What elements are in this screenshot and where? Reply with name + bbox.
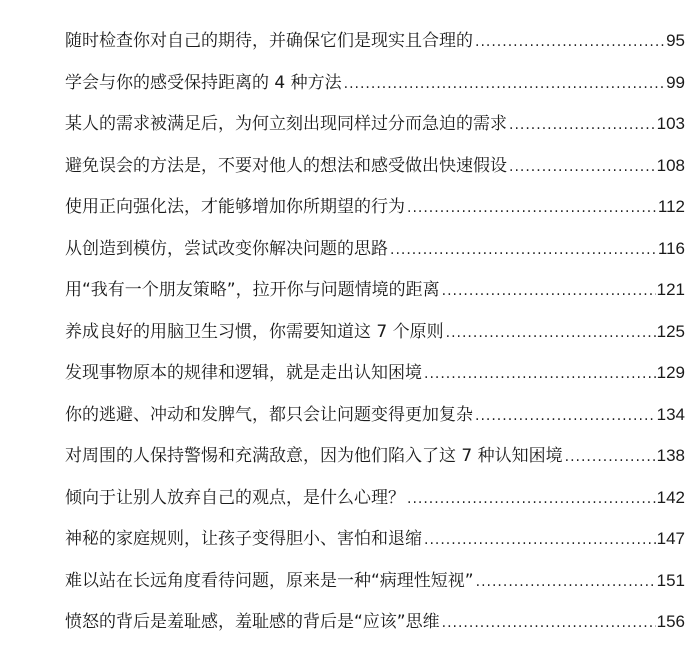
toc-dot-leader [475, 27, 665, 57]
toc-entry-page: 134 [656, 404, 685, 424]
toc-entry [65, 26, 685, 68]
toc-entry-page: 142 [656, 487, 685, 507]
toc-dot-leader [407, 484, 656, 514]
toc-entry [65, 358, 685, 400]
toc-entry [65, 483, 685, 525]
toc-entry [65, 109, 685, 151]
toc-entry [65, 234, 685, 276]
toc-entry-page: 147 [656, 529, 685, 548]
toc-entry-page: 103 [656, 114, 685, 133]
toc-entry-title: 神秘的家庭规则，让孩子变得胆小、害怕和退缩 [65, 529, 422, 549]
toc-entry [65, 566, 685, 608]
toc-entry-page: 125 [656, 321, 685, 341]
toc-entry [65, 275, 685, 317]
toc-entry-title: 从创造到模仿，尝试改变你解决问题的思路 [65, 238, 388, 259]
toc-entry [65, 68, 685, 110]
toc-entry-title: 对周围的人保持警惕和充满敌意，因为他们陷入了这 7 种认知困境 [65, 446, 563, 466]
toc-entry-page: 95 [666, 31, 685, 50]
toc-entry [65, 151, 685, 193]
toc-dot-leader [424, 525, 656, 555]
toc-entry [65, 441, 685, 483]
toc-entry-page: 99 [666, 72, 685, 92]
toc-entry-title: 随时检查你对自己的期待，并确保它们是现实且合理的 [65, 31, 473, 51]
toc-entry-title: 使用正向强化法，才能够增加你所期望的行为 [65, 197, 405, 217]
toc-entry-title: 用“我有一个朋友策略”，拉开你与问题情境的距离 [65, 280, 440, 300]
toc-entry-page: 156 [656, 612, 685, 631]
toc-dot-leader [407, 193, 657, 223]
toc-dot-leader [565, 442, 656, 472]
toc-dot-leader [424, 359, 656, 389]
toc-entry-title: 倾向于让别人放弃自己的观点，是什么心理？ [65, 487, 405, 508]
toc-entry-title: 愤怒的背后是羞耻感，羞耻感的背后是“应该”思维 [65, 612, 440, 632]
toc-entry-title: 避免误会的方法是，不要对他人的想法和感受做出快速假设 [65, 155, 507, 176]
toc-entry [65, 192, 685, 234]
toc-entry-title: 发现事物原本的规律和逻辑，就是走出认知困境 [65, 363, 422, 383]
toc-dot-leader [344, 69, 665, 99]
toc-entry-title: 某人的需求被满足后，为何立刻出现同样过分而急迫的需求 [65, 114, 507, 134]
toc-entry-page: 138 [656, 446, 685, 465]
toc-dot-leader [390, 235, 657, 265]
toc-entry [65, 317, 685, 359]
toc-dot-leader [476, 567, 656, 597]
toc-dot-leader [475, 401, 656, 431]
toc-entry-title: 养成良好的用脑卫生习惯，你需要知道这 7 个原则 [65, 321, 444, 342]
toc-entry-title: 学会与你的感受保持距离的 4 种方法 [65, 72, 342, 93]
toc-dot-leader [509, 152, 656, 182]
toc-entry-page: 112 [657, 197, 685, 216]
toc-entry-page: 129 [656, 363, 685, 382]
toc-entry [65, 400, 685, 442]
toc-entry-page: 151 [656, 570, 685, 590]
toc-entry-title: 难以站在长远角度看待问题，原来是一种“病理性短视” [65, 570, 474, 591]
toc-entry-page: 116 [657, 238, 685, 258]
toc-entry-page: 121 [656, 280, 685, 299]
toc-entry-title: 你的逃避、冲动和发脾气，都只会让问题变得更加复杂 [65, 404, 473, 425]
toc-dot-leader [442, 276, 656, 306]
toc-dot-leader [509, 110, 656, 140]
toc-entry [65, 607, 685, 649]
toc-entry-page: 108 [656, 155, 685, 175]
toc-dot-leader [446, 318, 656, 348]
toc-entry [65, 524, 685, 566]
toc-dot-leader [442, 608, 656, 638]
